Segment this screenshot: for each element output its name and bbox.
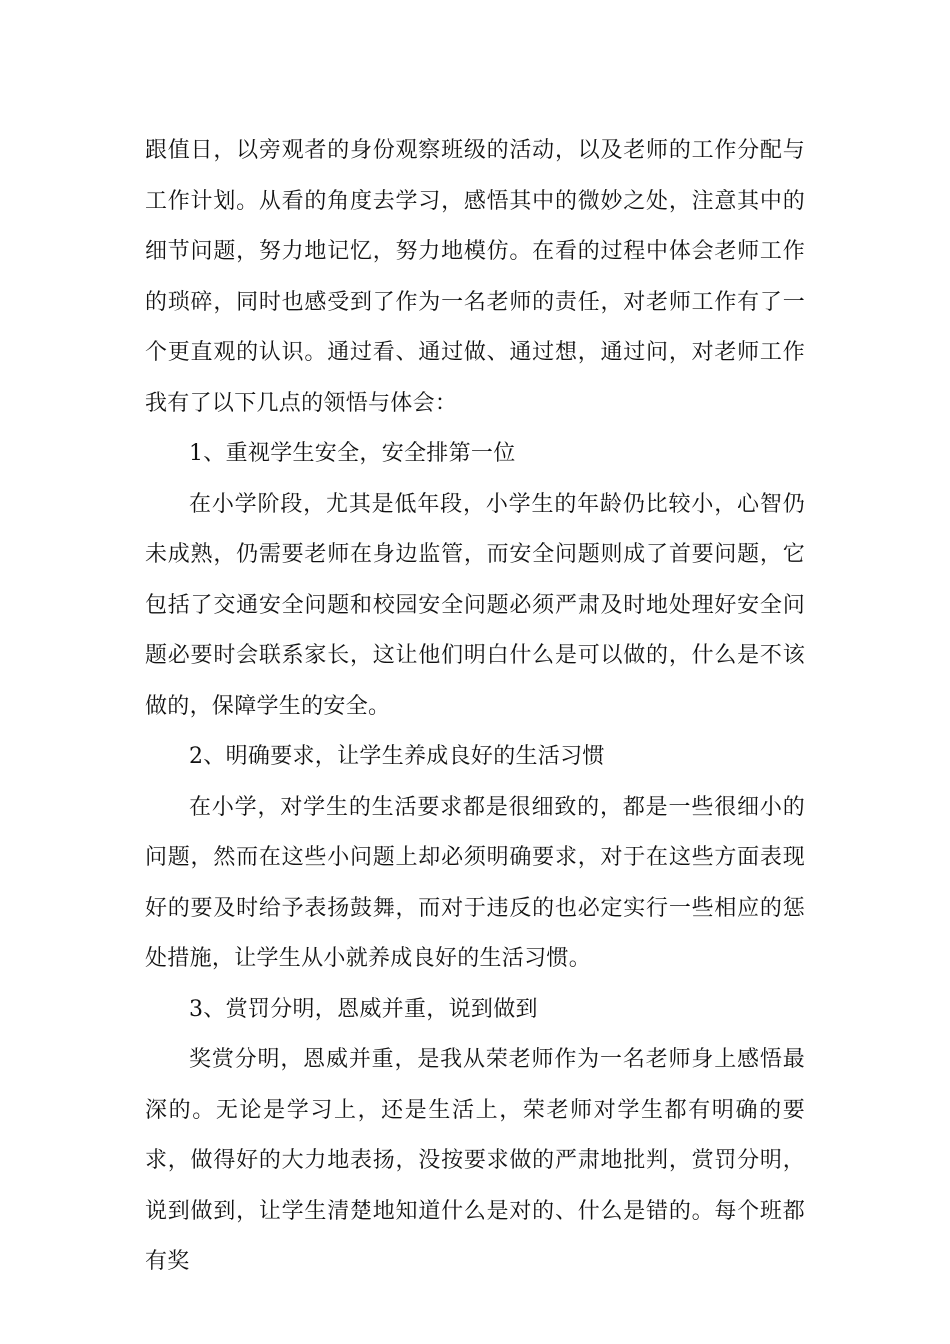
heading-habits: 2、明确要求，让学生养成良好的生活习惯 — [189, 744, 605, 769]
paragraph-rewards: 奖赏分明，恩威并重，是我从荣老师作为一名老师身上感悟最深的。无论是学习上，还是生活上，荣老师对学生都有明确的要求，做得好的大力地表扬，没按要求做的严肃地批判，赏罚分明，说到做到，让学生清楚地知道什么是对的、什么是错的。每个班都有奖 — [145, 1047, 805, 1274]
paragraph-intro: 跟值日，以旁观者的身份观察班级的活动，以及老师的工作分配与工作计划。从看的角度去学习，感悟其中的微妙之处，注意其中的细节问题，努力地记忆，努力地模仿。在看的过程中体会老师工作的琐碎，同时也感受到了作为一名老师的责任，对老师工作有了一个更直观的认识。通过看、通过做、通过想，通过问，对老师工作我有了以下几点的领悟与体会： — [145, 138, 805, 416]
heading-safety: 1、重视学生安全，安全排第一位 — [189, 441, 516, 466]
paragraph-safety: 在小学阶段，尤其是低年段，小学生的年龄仍比较小，心智仍未成熟，仍需要老师在身边监管，而安全问题则成了首要问题，它包括了交通安全问题和校园安全问题必须严肃及时地处理好安全问题必要时会联系家长，这让他们明白什么是可以做的，什么是不该做的，保障学生的安全。 — [145, 491, 805, 719]
heading-rewards: 3、赏罚分明，恩威并重，说到做到 — [189, 996, 538, 1022]
document-body — [145, 126, 805, 1288]
paragraph-habits: 在小学，对学生的生活要求都是很细致的，都是一些很细小的问题，然而在这些小问题上却必须明确要求，对于在这些方面表现好的要及时给予表扬鼓舞，而对于违反的也必定实行一些相应的惩处措施，让学生从小就养成良好的生活习惯。 — [145, 794, 805, 971]
